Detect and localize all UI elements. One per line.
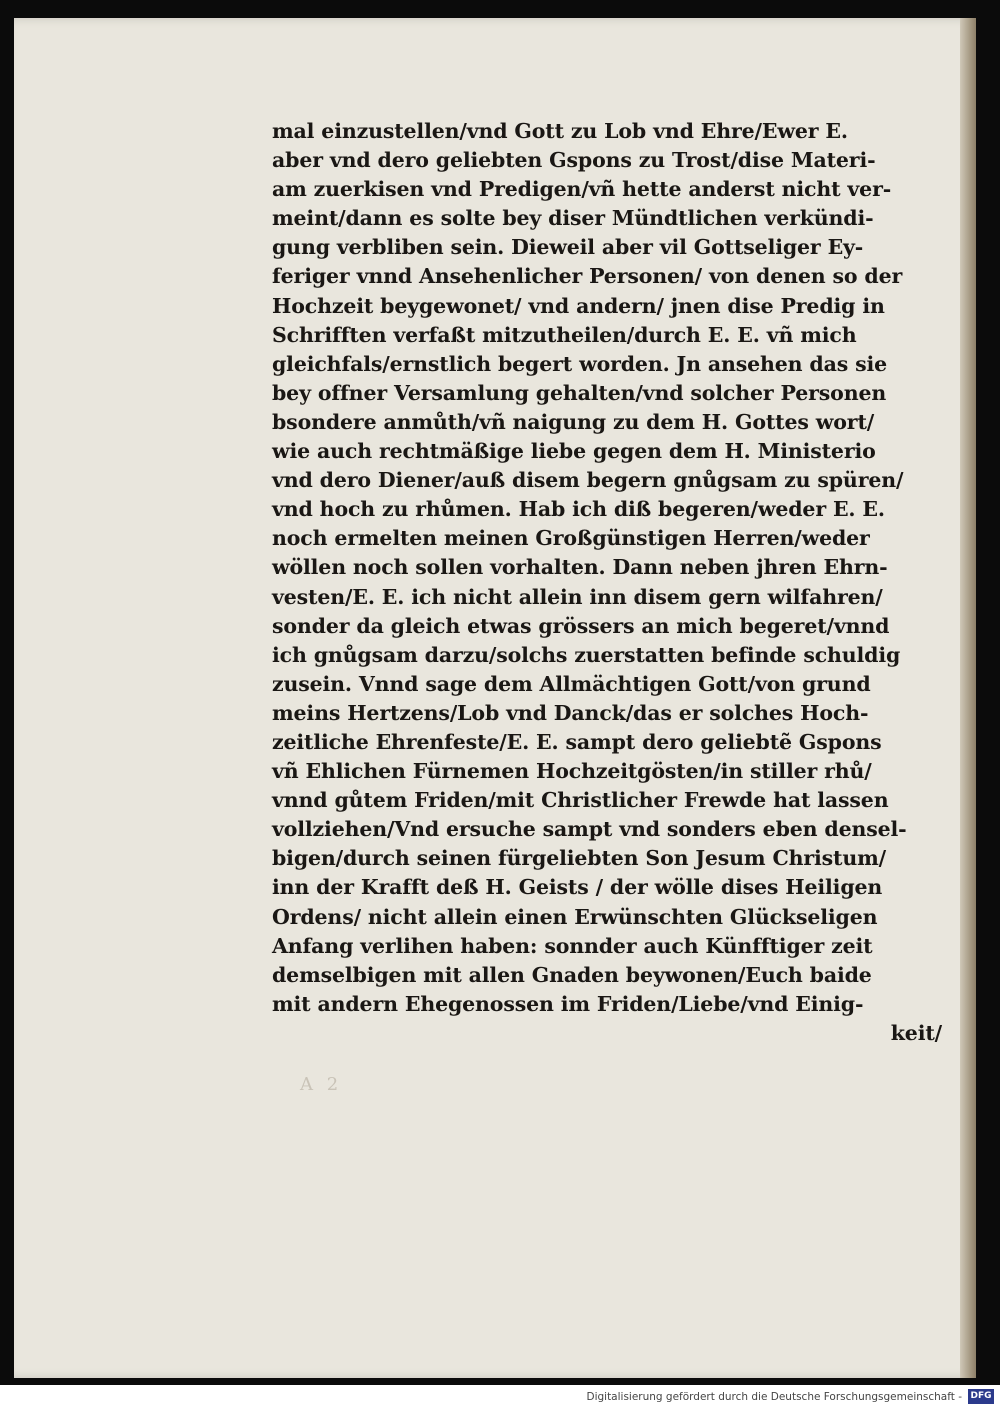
text-line-19: ich gnůgsam darzu/solchs zuerstatten befinde schuldig [272, 642, 901, 667]
text-line-24: vnnd gůtem Friden/mit Christlicher Frewde hat lassen [272, 788, 889, 813]
footer [0, 1385, 1000, 1410]
text-line-1: mal einzustellen/vnd Gott zu Lob vnd Ehre/Ewer E. [272, 119, 848, 143]
text-line-7: Hochzeit beygewonet/ vnd andern/ jnen dise Predig in [272, 293, 885, 318]
catchword: keit/ [890, 1020, 942, 1045]
text-line-6: feriger vnnd Ansehenlicher Personen/ von denen so der [272, 264, 903, 289]
text-line-14: vnd hoch zu rhůmen. Hab ich diß begeren/weder E. E. [272, 497, 885, 522]
text-line-20: zusein. Vnnd sage dem Allmächtigen Gott/von grund [272, 671, 871, 696]
text-line-5: gung verbliben sein. Dieweil aber vil Gottseliger Ey- [272, 235, 864, 260]
text-line-4: meint/dann es solte bey diser Mündtlichen verkündi- [272, 206, 874, 231]
text-line-10: bey offner Versamlung gehalten/vnd solcher Personen [272, 380, 887, 405]
text-line-22: zeitliche Ehrenfeste/E. E. sampt dero geliebtẽ Gspons [272, 729, 882, 754]
text-line-26: bigen/durch seinen fürgeliebten Son Jesum Christum/ [272, 846, 887, 871]
text-line-15: noch ermelten meinen Großgünstigen Herren/weder [272, 526, 870, 551]
text-line-12: wie auch rechtmäßige liebe gegen dem H. Ministerio [272, 439, 876, 464]
text-line-17: vesten/E. E. ich nicht allein inn disem gern wilfahren/ [272, 584, 883, 609]
text-line-16: wöllen noch sollen vorhalten. Dann neben jhren Ehrn- [272, 555, 888, 580]
text-line-18: sonder da gleich etwas grössers an mich begeret/vnnd [272, 613, 890, 638]
footer-credit: Digitalisierung gefördert durch die Deutsche Forschungsgemeinschaft - [586, 1391, 962, 1403]
signature-mark: A 2 [300, 1074, 343, 1095]
text-line-8: Schrifften verfaßt mitzutheilen/durch E. E. vñ mich [272, 322, 857, 347]
text-line-29: Anfang verlihen haben: sonnder auch Künfftiger zeit [272, 933, 873, 958]
text-line-28: Ordens/ nicht allein einen Erwünschten Glückseligen [272, 904, 878, 929]
text-line-21: meins Hertzens/Lob vnd Danck/das er solches Hoch- [272, 700, 869, 725]
text-line-9: gleichfals/ernstlich begert worden. Jn ansehen das sie [272, 351, 888, 376]
dfg-logo-icon: DFG [968, 1389, 994, 1404]
text-line-3: am zuerkisen vnd Predigen/vñ hette anderst nicht ver- [272, 177, 892, 202]
text-line-27: inn der Krafft deß H. Geists / der wölle dises Heiligen [272, 875, 883, 900]
text-block [272, 117, 952, 1048]
text-line-25: vollziehen/Vnd ersuche sampt vnd sonders eben densel- [272, 817, 907, 842]
text-line-23: vñ Ehlichen Fürnemen Hochzeitgösten/in stiller rhů/ [272, 759, 872, 784]
text-line-30: demselbigen mit allen Gnaden beywonen/Euch baide [272, 962, 872, 987]
page-edge [960, 18, 976, 1378]
text-line-2: aber vnd dero geliebten Gspons zu Trost/dise Materi- [272, 148, 876, 173]
text-line-13: vnd dero Diener/auß disem begern gnůgsam zu spüren/ [272, 468, 904, 493]
text-line-31: mit andern Ehegenossen im Friden/Liebe/vnd Einig- [272, 991, 864, 1016]
text-line-11: bsondere anmůth/vñ naigung zu dem H. Gottes wort/ [272, 409, 875, 434]
